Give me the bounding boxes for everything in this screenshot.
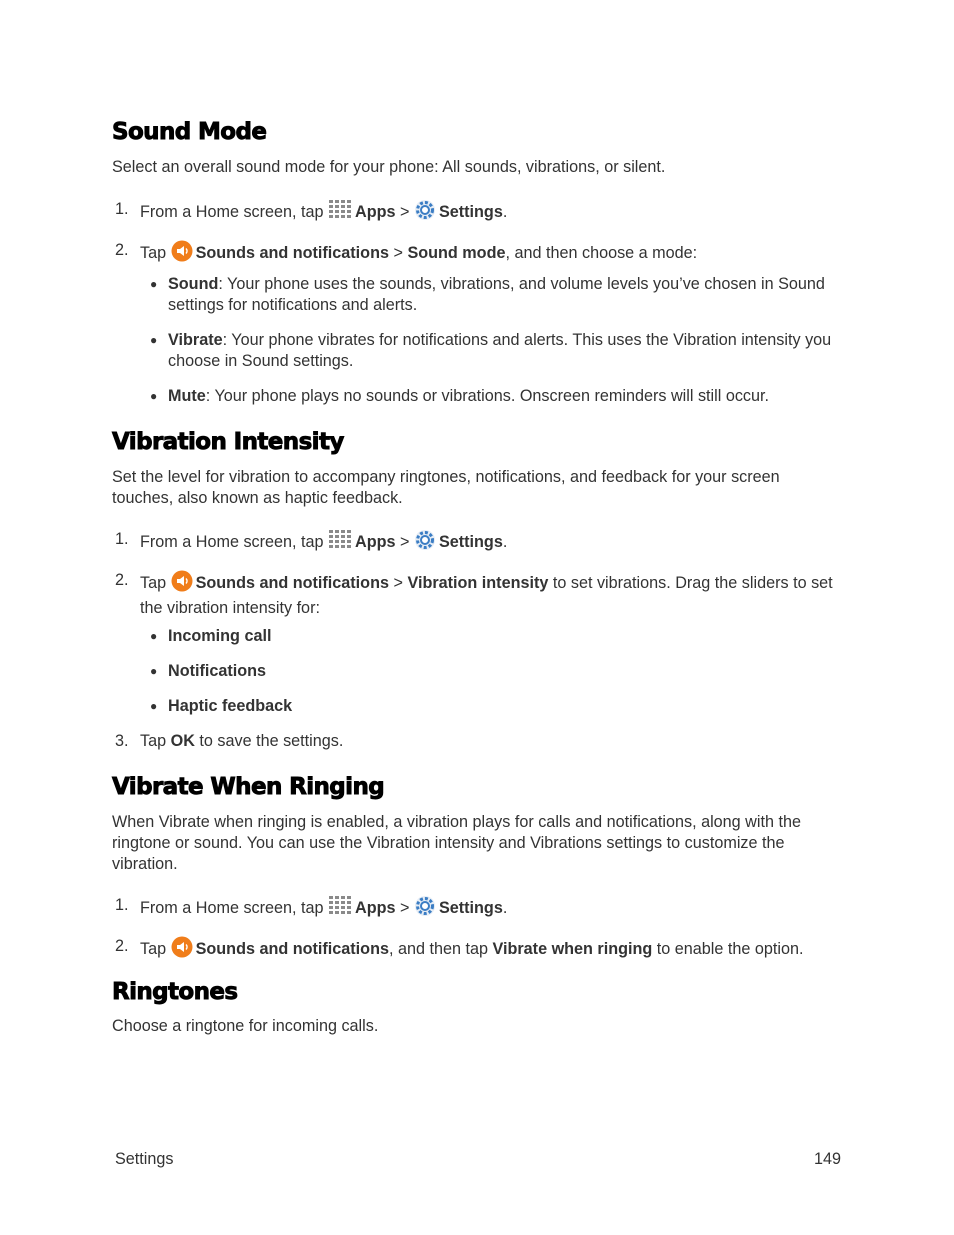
apps-grid-icon bbox=[328, 895, 352, 923]
bullet-description: : Your phone vibrates for notifications and alerts. This uses the Vibration intensity you choose in Sound settings. bbox=[168, 331, 832, 370]
bullet-term: Notifications bbox=[168, 662, 267, 680]
speaker-icon bbox=[171, 570, 193, 598]
step-body bbox=[140, 570, 840, 619]
bullet-description: : Your phone plays no sounds or vibrations. Onscreen reminders will still occur. bbox=[205, 387, 770, 405]
separator: > bbox=[393, 244, 403, 262]
step-text: From a Home screen, tap bbox=[140, 899, 324, 917]
bullet-dot: ● bbox=[150, 389, 158, 403]
bullet-text bbox=[168, 696, 840, 717]
bullet-dot: ● bbox=[150, 699, 158, 713]
step-text-end: to save the settings. bbox=[194, 732, 344, 750]
bullet-text bbox=[168, 661, 840, 682]
step-text-middle: , and then tap bbox=[388, 940, 493, 958]
menu-sounds-and-notifications: Sounds and notifications bbox=[195, 940, 389, 958]
bullet-dot: ● bbox=[150, 277, 158, 291]
step-text: From a Home screen, tap bbox=[140, 203, 324, 221]
separator: > bbox=[400, 533, 410, 551]
step-text: From a Home screen, tap bbox=[140, 533, 324, 551]
separator: > bbox=[400, 899, 410, 917]
heading-sound-mode: Sound Mode bbox=[112, 119, 267, 145]
apps-label: Apps bbox=[355, 899, 396, 917]
bullet-term: Mute bbox=[168, 387, 206, 405]
step-number: 2. bbox=[115, 937, 129, 955]
step-body bbox=[140, 199, 840, 227]
bullet-dot: ● bbox=[150, 629, 158, 643]
step-text: Tap bbox=[140, 940, 167, 958]
settings-label: Settings bbox=[438, 533, 503, 551]
bullet-dot: ● bbox=[150, 664, 158, 678]
settings-label: Settings bbox=[438, 899, 503, 917]
step-text-end: , and then choose a mode: bbox=[505, 244, 698, 262]
separator: > bbox=[393, 574, 403, 592]
speaker-icon bbox=[171, 936, 193, 964]
settings-gear-icon bbox=[414, 895, 436, 923]
settings-gear-icon bbox=[414, 199, 436, 227]
step-number: 1. bbox=[115, 200, 129, 218]
step-body bbox=[140, 936, 840, 964]
step-body bbox=[140, 240, 840, 268]
step-number: 2. bbox=[115, 241, 129, 259]
heading-ringtones: Ringtones bbox=[112, 979, 238, 1005]
apps-label: Apps bbox=[355, 203, 396, 221]
step-number: 2. bbox=[115, 571, 129, 589]
paragraph-vibrate-when-ringing-intro: When Vibrate when ringing is enabled, a vibration plays for calls and notifications, along with the ringtone or sound. You can use the Vibration intensity and Vibrations settings to customize the vibration. bbox=[112, 813, 801, 873]
menu-vibration-intensity: Vibration intensity bbox=[407, 574, 549, 592]
menu-sounds-and-notifications: Sounds and notifications bbox=[195, 574, 389, 592]
settings-label: Settings bbox=[438, 203, 503, 221]
bullet-text bbox=[168, 626, 840, 647]
separator: > bbox=[400, 203, 410, 221]
step-text-end: . bbox=[502, 899, 508, 917]
bullet-term: Vibrate bbox=[168, 331, 223, 349]
paragraph-ringtones-intro: Choose a ringtone for incoming calls. bbox=[112, 1017, 379, 1035]
menu-vibrate-when-ringing: Vibrate when ringing bbox=[492, 940, 653, 958]
step-number: 1. bbox=[115, 896, 129, 914]
apps-label: Apps bbox=[355, 533, 396, 551]
ok-label: OK bbox=[170, 732, 195, 750]
bullet-term: Incoming call bbox=[168, 627, 272, 645]
bullet-text bbox=[168, 274, 840, 316]
step-body bbox=[140, 529, 840, 557]
step-body bbox=[140, 731, 840, 752]
heading-vibrate-when-ringing: Vibrate When Ringing bbox=[112, 774, 385, 800]
bullet-dot: ● bbox=[150, 333, 158, 347]
footer-section-name: Settings bbox=[115, 1150, 174, 1168]
step-text: Tap bbox=[140, 732, 167, 750]
bullet-term: Haptic feedback bbox=[168, 697, 293, 715]
paragraph-sound-mode-intro: Select an overall sound mode for your phone: All sounds, vibrations, or silent. bbox=[112, 158, 666, 176]
menu-sounds-and-notifications: Sounds and notifications bbox=[195, 244, 389, 262]
bullet-text bbox=[168, 386, 840, 407]
bullet-text bbox=[168, 330, 840, 372]
step-text: Tap bbox=[140, 244, 167, 262]
step-text-end: to set vibrations. Drag the sliders to set the vibration intensity for: bbox=[140, 574, 833, 617]
apps-grid-icon bbox=[328, 529, 352, 557]
speaker-icon bbox=[171, 240, 193, 268]
bullet-description: : Your phone uses the sounds, vibrations, and volume levels you’ve chosen in Sound settings for notifications and alerts. bbox=[168, 275, 825, 314]
footer-page-number: 149 bbox=[814, 1150, 842, 1168]
settings-gear-icon bbox=[414, 529, 436, 557]
step-text-end: . bbox=[502, 533, 508, 551]
bullet-term: Sound bbox=[168, 275, 219, 293]
step-text: Tap bbox=[140, 574, 167, 592]
menu-sound-mode: Sound mode bbox=[407, 244, 506, 262]
step-body bbox=[140, 895, 840, 923]
step-number: 1. bbox=[115, 530, 129, 548]
paragraph-vibration-intensity-intro: Set the level for vibration to accompany ringtones, notifications, and feedback for your screen touches, also known as haptic feedback. bbox=[112, 468, 780, 507]
heading-vibration-intensity: Vibration Intensity bbox=[112, 429, 344, 455]
step-text-end: . bbox=[502, 203, 508, 221]
step-text-end: to enable the option. bbox=[652, 940, 804, 958]
apps-grid-icon bbox=[328, 199, 352, 227]
step-number: 3. bbox=[115, 732, 129, 750]
